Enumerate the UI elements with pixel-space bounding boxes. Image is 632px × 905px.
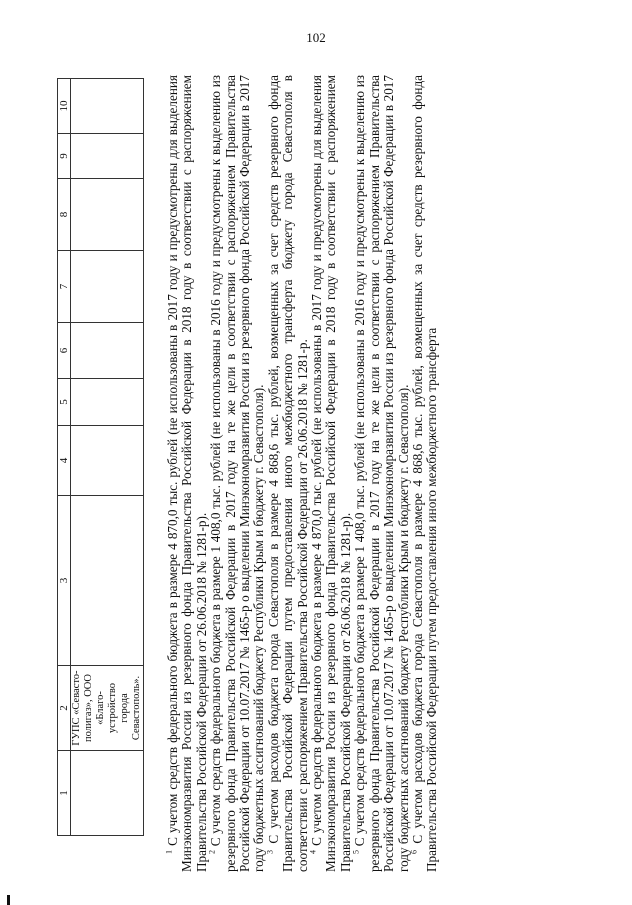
footnote-mark: 4 xyxy=(308,850,318,854)
rotated-page-content xyxy=(57,75,597,872)
column-header: 4 xyxy=(58,426,71,496)
footnote xyxy=(353,75,411,872)
table-cell xyxy=(71,426,144,496)
footnote xyxy=(267,75,310,872)
scan-mark xyxy=(7,895,10,905)
column-header: 10 xyxy=(58,79,71,134)
footnote xyxy=(310,75,353,872)
column-header: 2 xyxy=(58,666,71,751)
footnote-mark: 2 xyxy=(207,850,217,854)
footnote-mark: 6 xyxy=(409,850,419,854)
column-header: 7 xyxy=(58,251,71,323)
footnote-text: С учетом средств федерального бюджета в размере 4 870,0 тыс. рублей (не использованы в 2017 году и предусмотрены для выделения Минэкономразвития России из резервного фонда Правительства Российской Федерации в 2018 году в соответствии с распоряжением Правительства Российской Федерации от 26.06.2018 № 1281-р). xyxy=(309,75,353,872)
page-number: 102 xyxy=(306,30,326,45)
table-cell xyxy=(71,179,144,251)
table-cell-organizations: ГУПС «Севасто-полигаз», ООО «Благо-устройство города Севастополь». xyxy=(71,666,144,751)
footnote-mark: 3 xyxy=(265,850,275,854)
table-cell xyxy=(71,379,144,426)
footnotes xyxy=(166,75,440,872)
table-cell xyxy=(71,251,144,323)
footnote-text: С учетом средств федерального бюджета в размере 1 408,0 тыс. рублей (не использованы в 2016 году и предусмотрены к выделению из резервного фонда Правительства Российской Федерации в 2017 году на те же цели в соответствии с распоряжением Правительства Российской Федерации от 10.07.2017 № 1465-р о выделении Минэкономразвития России из резервного фонда Российской Федерации в 2017 году бюджетных ассигнований бюджету Республики Крым и бюджету г. Севастополя). xyxy=(208,74,267,872)
table-cell xyxy=(71,751,144,836)
table-cell xyxy=(71,134,144,179)
column-header: 1 xyxy=(58,751,71,836)
table-row xyxy=(71,79,144,836)
footnote-mark: 5 xyxy=(351,850,361,854)
table-cell xyxy=(71,323,144,379)
footnote xyxy=(411,75,440,872)
table-cell xyxy=(71,496,144,666)
footnote-text: С учетом расходов бюджета города Севастополя в размере 4 868,6 тыс. рублей, возмещенных за счет средств резервного фонда Правительства Российской Федерации путем предоставления иного межбюджетного трансферта бюджету города Севастополя в соответствии с распоряжением Правительства Российской Федерации от 26.06.2018 № 1281-р. xyxy=(265,74,310,872)
column-header: 9 xyxy=(58,134,71,179)
footnote-text: С учетом средств федерального бюджета в размере 1 408,0 тыс. рублей (не использованы в 2016 году и предусмотрены к выделению из резервного фонда Правительства Российской Федерации в 2017 году на те же цели в соответствии с распоряжением Правительства Российской Федерации от 10.07.2017 № 1465-р о выделении Минэкономразвития России из резервного фонда Российской Федерации в 2017 году бюджетных ассигнований бюджету Республики Крым и бюджету г. Севастополя). xyxy=(352,74,411,872)
footnote xyxy=(209,75,267,872)
footnote-text: С учетом расходов бюджета города Севастополя в размере 4 868,6 тыс. рублей, возмещенных за счет средств резервного фонда Правительства Российской Федерации путем предоставления иного межбюджетного трансферта xyxy=(409,74,440,872)
column-header: 8 xyxy=(58,179,71,251)
column-header: 6 xyxy=(58,323,71,379)
footnote-mark: 1 xyxy=(164,850,174,854)
column-header: 5 xyxy=(58,379,71,426)
table-header-row xyxy=(58,79,71,836)
table-cell xyxy=(71,79,144,134)
footnote xyxy=(166,75,209,872)
footnote-text: С учетом средств федерального бюджета в размере 4 870,0 тыс. рублей (не использованы в 2017 году и предусмотрены для выделения Минэкономразвития России из резервного фонда Правительства Российской Федерации в 2018 году в соответствии с распоряжением Правительства Российской Федерации от 26.06.2018 № 1281-р). xyxy=(165,75,209,872)
continuation-table xyxy=(57,78,144,836)
column-header: 3 xyxy=(58,496,71,666)
